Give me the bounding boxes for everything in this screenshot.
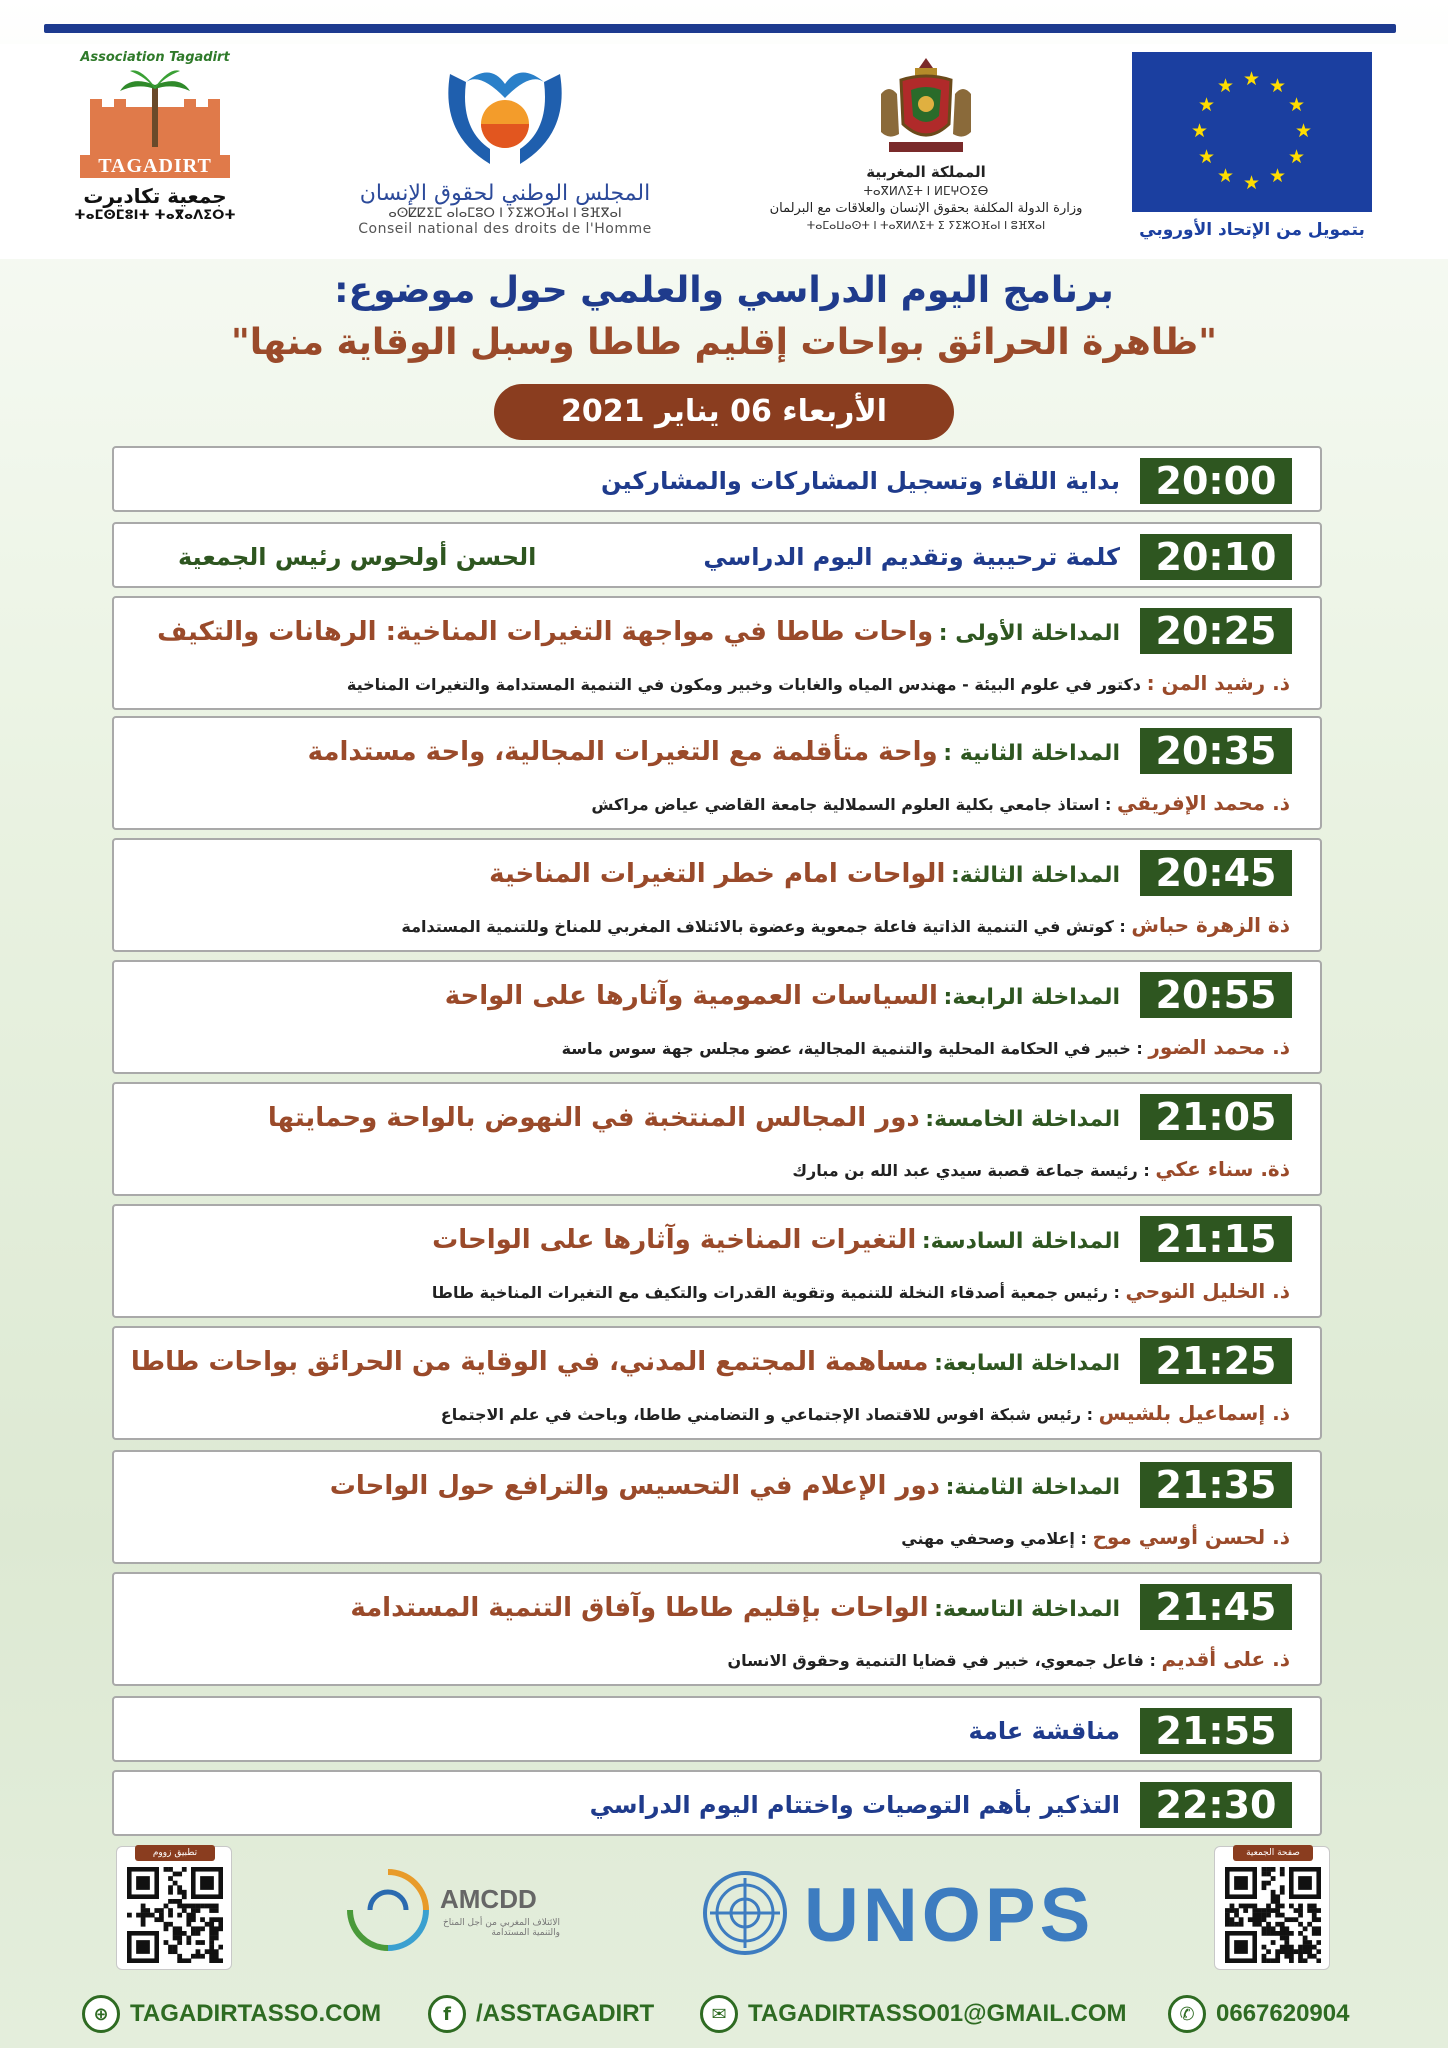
time-badge: 20:25 — [1140, 608, 1292, 654]
session-topic: السياسات العمومية وآثارها على الواحة — [444, 981, 938, 1011]
tagadirt-tifinagh-name: ⵜⴰⵎⵙⵎⵓⵏⵜ ⵜⴰⴳⴰⴷⵉⵔⵜ — [74, 208, 236, 223]
zoom-qr-code[interactable] — [116, 1846, 232, 1970]
speaker-bio: : إعلامي وصحفي مهني — [901, 1529, 1087, 1548]
cndh-tifinagh-name: ⴰⵙⵇⵇⵉⵎ ⴰⵏⴰⵎⵓⵔ ⵏ ⵢⵉⵣⵔⴼⴰⵏ ⵏ ⵓⴼⴳⴰⵏ — [388, 206, 622, 221]
session-text: بداية اللقاء وتسجيل المشاركات والمشاركين — [600, 467, 1120, 495]
session-speaker-line — [562, 1030, 1290, 1064]
time-badge: 20:35 — [1140, 728, 1292, 774]
speaker-bio: : فاعل جمعوي، خبير في قضايا التنمية وحقوق الانسان — [727, 1651, 1156, 1670]
time-badge: 21:35 — [1140, 1462, 1292, 1508]
session-ordinal: المداخلة الخامسة: — [925, 1107, 1120, 1132]
top-bar — [44, 24, 1396, 33]
speaker-bio: : استاذ جامعي بكلية العلوم السملالية جامعة القاضي عياض مراكش — [591, 795, 1112, 814]
session-topic: واحة متأقلمة مع التغيرات المجالية، واحة مستدامة — [307, 737, 938, 767]
kasbah-palm-icon — [80, 67, 230, 182]
facebook-link[interactable] — [428, 1994, 654, 2034]
schedule-row — [112, 1450, 1322, 1564]
session-speaker-line — [792, 1152, 1290, 1186]
time-badge: 20:55 — [1140, 972, 1292, 1018]
facebook-text: /ASSTAGADIRT — [476, 2000, 655, 2027]
ministry-logo — [756, 54, 1096, 254]
cndh-arabic-name: المجلس الوطني لحقوق الإنسان — [359, 181, 651, 206]
star-icon: ★ — [1269, 165, 1287, 188]
contact-bar — [0, 1992, 1448, 2036]
schedule-row — [112, 1326, 1322, 1440]
session-ordinal: المداخلة الثالثة: — [950, 863, 1120, 888]
speaker-name: ذ. إسماعيل بلشيس — [1098, 1401, 1290, 1425]
cndh-emblem-icon — [430, 54, 580, 179]
schedule-row — [112, 960, 1322, 1074]
unops-logo — [700, 1868, 1120, 1958]
schedule-row — [112, 716, 1322, 830]
speaker-bio: : رئيس جمعية أصدقاء النخلة للتنمية وتقوية القدرات والتكيف مع التغيرات المناخية طاطا — [431, 1283, 1120, 1302]
session-title — [308, 730, 1120, 774]
session-speaker-line — [401, 908, 1290, 942]
speaker-name: ذ. محمد الإفريقي — [1117, 791, 1290, 815]
session-speaker-line — [727, 1642, 1290, 1676]
eu-flag-icon — [1132, 52, 1372, 212]
session-speaker-line — [347, 666, 1290, 700]
website-text: TAGADIRTASSO.COM — [130, 2000, 382, 2027]
tagadirt-assoc-name: Association Tagadirt — [80, 50, 230, 65]
facebook-icon: f — [428, 1995, 466, 2033]
session-ordinal: المداخلة الثامنة: — [945, 1475, 1120, 1500]
session-title — [330, 1464, 1120, 1508]
phone-icon: ✆ — [1168, 1995, 1206, 2033]
star-icon: ★ — [1288, 94, 1306, 116]
speaker-name: ذة الزهرة حباش — [1131, 913, 1290, 937]
schedule-row — [112, 522, 1322, 588]
session-speaker-line — [441, 1396, 1290, 1430]
phone-link[interactable] — [1168, 1994, 1349, 2034]
star-icon: ★ — [1197, 146, 1215, 168]
speaker-name: ذ. الخليل النوحي — [1125, 1279, 1290, 1303]
star-icon: ★ — [1243, 68, 1261, 90]
session-speaker-line — [432, 1274, 1290, 1308]
speaker-name: ذ. لحسن أوسي موح — [1092, 1525, 1290, 1549]
star-icon: ★ — [1217, 74, 1235, 97]
time-badge: 21:45 — [1140, 1584, 1292, 1630]
schedule-row — [112, 446, 1322, 512]
session-ordinal: المداخلة الرابعة: — [943, 985, 1120, 1010]
cndh-logo — [330, 54, 680, 254]
schedule-row — [112, 1082, 1322, 1196]
ministry-line-3: وزارة الدولة المكلفة بحقوق الإنسان والعلاقات مع البرلمان — [769, 201, 1083, 216]
email-link[interactable] — [700, 1994, 1127, 2034]
time-badge: 21:05 — [1140, 1094, 1292, 1140]
website-link[interactable] — [82, 1994, 381, 2034]
speaker-bio: : كوتش في التنمية الذاتية فاعلة جمعوية وعضوة بالائتلاف المغربي للمناخ وللتنمية المستدامة — [401, 917, 1126, 936]
phone-text: 0667620904 — [1216, 2000, 1350, 2027]
speaker-name: ذة. سناء عكي — [1155, 1157, 1290, 1181]
tagadirt-brand: TAGADIRT — [80, 155, 230, 178]
session-topic: واحات طاطا في مواجهة التغيرات المناخية: الرهانات والتكيف — [157, 617, 934, 647]
session-title — [432, 1218, 1120, 1262]
schedule-row — [112, 596, 1322, 710]
time-badge: 21:55 — [1140, 1708, 1292, 1754]
session-text: مناقشة عامة — [968, 1717, 1120, 1745]
speaker-bio: : خبير في الحكامة المحلية والتنمية المجالية، عضو مجلس جهة سوس ماسة — [561, 1039, 1143, 1058]
session-speaker: الحسن أولحوس رئيس الجمعية — [178, 543, 537, 571]
speaker-name: ذ. محمد الضور — [1148, 1035, 1290, 1059]
cndh-french-name: Conseil national des droits de l'Homme — [358, 221, 652, 237]
session-title — [350, 1586, 1120, 1630]
star-icon: ★ — [1191, 120, 1209, 142]
email-text: TAGADIRTASSO01@GMAIL.COM — [748, 2000, 1127, 2027]
time-badge: 20:00 — [1140, 458, 1292, 504]
session-speaker-line — [591, 786, 1290, 820]
qr-icon — [127, 1867, 223, 1963]
session-ordinal: المداخلة التاسعة: — [934, 1597, 1120, 1622]
eu-logo — [1132, 52, 1372, 252]
mail-icon: ✉ — [700, 1995, 738, 2033]
program-title: برنامج اليوم الدراسي والعلمي حول موضوع: — [334, 270, 1114, 311]
session-ordinal: المداخلة السادسة: — [921, 1229, 1120, 1254]
time-badge: 22:30 — [1140, 1782, 1292, 1828]
session-title — [268, 1096, 1120, 1140]
session-title — [489, 852, 1120, 896]
amcdd-name: AMCDD — [440, 1884, 537, 1914]
qr-tag-zoom: تطبيق زووم — [135, 1845, 215, 1861]
session-topic: دور الإعلام في التحسيس والترافع حول الواحات — [329, 1471, 940, 1501]
session-title — [157, 610, 1120, 654]
session-topic: دور المجالس المنتخبة في النهوض بالواحة وحمايتها — [267, 1103, 920, 1133]
amcdd-subtitle: الائتلاف المغربي من أجل المناخ والتنمية المستدامة — [442, 1918, 560, 1938]
qr-tag-page: صفحة الجمعية — [1233, 1845, 1313, 1861]
logos-row — [0, 44, 1448, 259]
program-theme: "ظاهرة الحرائق بواحات إقليم طاطا وسبل الوقاية منها" — [231, 322, 1217, 363]
session-speaker-line — [901, 1520, 1290, 1554]
star-icon: ★ — [1295, 120, 1313, 142]
ministry-line-1: المملكة المغربية — [866, 163, 986, 181]
speaker-name: ذ. رشيد المن : — [1146, 671, 1290, 695]
time-badge: 21:15 — [1140, 1216, 1292, 1262]
speaker-name: ذ. على أقديم — [1161, 1647, 1290, 1671]
tagadirt-arabic-name: جمعية تكاديرت — [83, 184, 227, 208]
amcdd-swirl-icon — [340, 1862, 436, 1958]
star-icon: ★ — [1217, 165, 1235, 188]
time-badge: 21:25 — [1140, 1338, 1292, 1384]
schedule-row — [112, 1770, 1322, 1836]
star-icon: ★ — [1243, 172, 1261, 194]
schedule-row — [112, 1572, 1322, 1686]
session-ordinal: المداخلة الأولى : — [938, 621, 1120, 646]
session-topic: الواحات امام خطر التغيرات المناخية — [489, 859, 946, 889]
session-topic: مساهمة المجتمع المدني، في الوقاية من الحرائق بواحات طاطا — [130, 1347, 929, 1377]
un-emblem-icon — [700, 1868, 790, 1958]
session-ordinal: المداخلة السابعة: — [934, 1351, 1120, 1376]
star-icon: ★ — [1269, 74, 1287, 97]
coat-of-arms-icon — [871, 54, 981, 159]
tagadirt-logo — [70, 50, 240, 255]
session-topic: الواحات بإقليم طاطا وآفاق التنمية المستدامة — [350, 1593, 929, 1623]
speaker-bio: : رئيسة جماعة قصبة سيدي عبد الله بن مبارك — [792, 1161, 1150, 1180]
amcdd-logo — [340, 1862, 560, 1962]
event-date: الأربعاء 06 يناير 2021 — [494, 384, 954, 440]
session-title — [445, 974, 1120, 1018]
session-topic: التغيرات المناخية وآثارها على الواحات — [432, 1225, 917, 1255]
qr-icon — [1225, 1867, 1321, 1963]
speaker-bio: دكتور في علوم البيئة - مهندس المياه والغابات وخبير ومكون في التنمية المستدامة والتغيرات المناخية — [346, 675, 1141, 694]
schedule-row — [112, 1696, 1322, 1762]
time-badge: 20:45 — [1140, 850, 1292, 896]
schedule-row — [112, 838, 1322, 952]
star-icon: ★ — [1197, 94, 1215, 116]
eu-caption: بتمويل من الإتحاد الأوروبي — [1139, 220, 1365, 240]
speaker-bio: : رئيس شبكة افوس للاقتصاد الإجتماعي و التضامني طاطا، وباحث في علم الاجتماع — [440, 1405, 1094, 1424]
session-ordinal: المداخلة الثانية : — [943, 741, 1120, 766]
schedule-row — [112, 1204, 1322, 1318]
session-text: التذكير بأهم التوصيات واختتام اليوم الدراسي — [589, 1791, 1120, 1819]
session-text: كلمة ترحيبية وتقديم اليوم الدراسي — [703, 543, 1120, 571]
time-badge: 20:10 — [1140, 534, 1292, 580]
globe-icon: ⊕ — [82, 1995, 120, 2033]
unops-name: UNOPS — [804, 1873, 1095, 1958]
session-title — [131, 1340, 1120, 1384]
star-icon: ★ — [1288, 146, 1306, 168]
ministry-line-4: ⵜⴰⵎⴰⵡⴰⵙⵜ ⵏ ⵜⴰⴳⵍⴷⵉⵜ ⵉ ⵢⵉⵣⵔⴼⴰⵏ ⵏ ⵓⴼⴳⴰⵏ — [806, 219, 1046, 232]
association-qr-code[interactable] — [1214, 1846, 1330, 1970]
ministry-line-2: ⵜⴰⴳⵍⴷⵉⵜ ⵏ ⵍⵎⵖⵔⵉⴱ — [863, 184, 989, 198]
